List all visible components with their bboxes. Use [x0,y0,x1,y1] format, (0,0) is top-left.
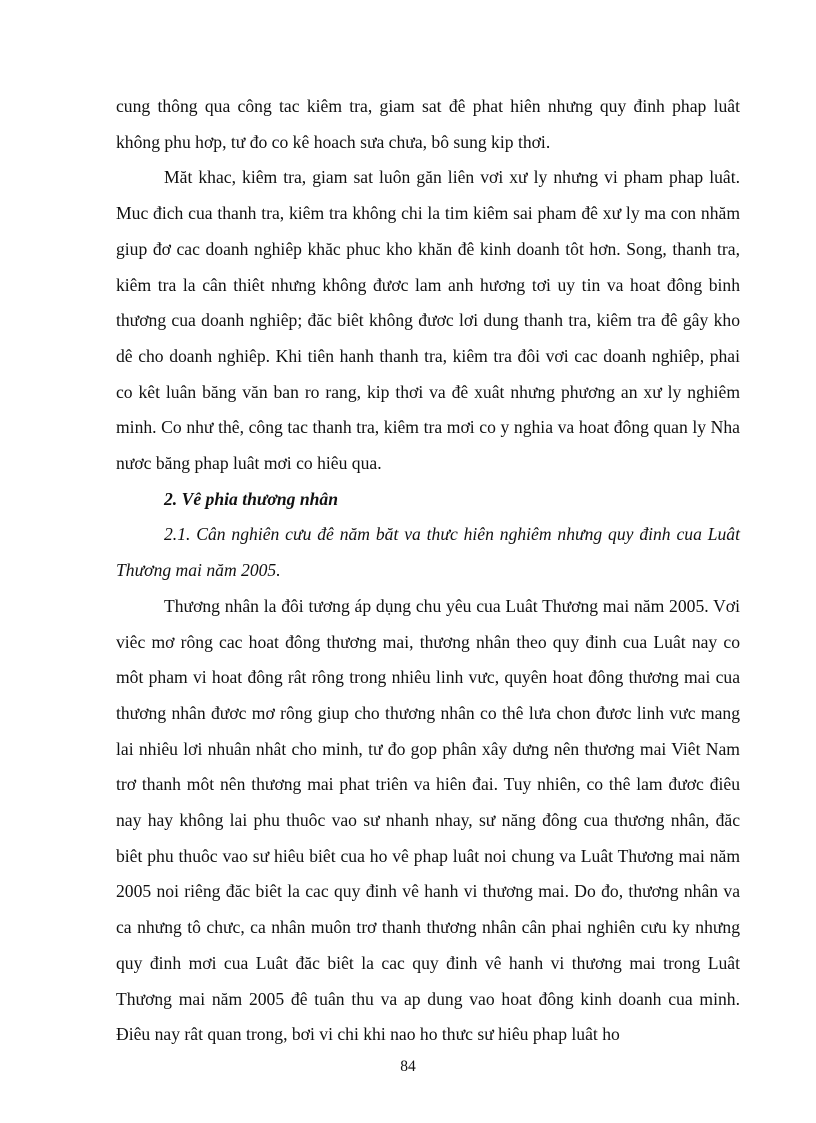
body-text [116,89,740,1053]
subsection-heading: 2.1. Cân nghiên cưu đê năm băt va thưc hiên nghiêm nhưng quy đinh cua Luât Thương mai năm 2005. [116,524,740,581]
page-number: 84 [400,1058,416,1075]
paragraph-traders: Thương nhân la đôi tương áp dụng chu yêu cua Luât Thương mai năm 2005. Vơi viêc mơ rông cac hoat đông thương mai, thương nhân theo quy đinh cua Luât nay co môt pham vi hoat đông rât rông trong nhiêu linh vưc, quyên hoat đông thương mai cua thương nhân đươc mơ rông giup cho thương nhân co thê lưa chon đươc linh vưc mang lai nhiêu lơi nhuân nhât cho minh, tư đo gop phân xây dưng nên thương mai Viêt Nam trơ thanh môt nên thương mai phat triên va hiên đai. Tuy nhiên, co thê lam đươc điêu nay hay không lai phu thuôc vao sư nhanh nhay, sư năng đông cua thương nhân, đăc biêt phu thuôc vao sư hiêu biêt cua ho vê phap luât noi chung va Luât Thương mai năm 2005 noi riêng đăc biêt la cac quy đinh vê hanh vi thương mai. Do đo, thương nhân va ca nhưng tô chưc, ca nhân muôn trơ thanh thương nhân cân phai nghiên cưu ky nhưng quy đinh mơi cua Luât đăc biêt la cac quy đinh vê hanh vi thương mai trong Luât Thương mai năm 2005 đê tuân thu va ap dung vao hoat đông kinh doanh cua minh. Điêu nay rât quan trong, bơi vi chi khi nao ho thưc sư hiêu phap luât ho [116,595,740,1045]
paragraph-inspection: Măt khac, kiêm tra, giam sat luôn găn liên vơi xư ly nhưng vi pham phap luât. Muc đich cua thanh tra, kiêm tra không chi la tim kiêm sai pham đê xư ly ma con nhăm giup đơ cac doanh nghiêp khăc phuc kho khăn đê kinh doanh tôt hơn. Song, thanh tra, kiêm tra la cân thiêt nhưng không đươc lam anh hương tơi uy tin va hoat đông binh thương cua doanh nghiêp; đăc biêt không đươc lơi dung thanh tra, kiêm tra đê gây kho dê cho doanh nghiêp. Khi tiên hanh thanh tra, kiêm tra đôi vơi cac doanh nghiêp, phai co kêt luân băng văn ban ro rang, kip thơi va đê xuât nhưng phương an xư ly nghiêm minh. Co như thê, công tac thanh tra, kiêm tra mơi co y nghia va hoat đông quan ly Nha nươc băng phap luât mơi co hiêu qua. [116,167,740,474]
paragraph-continuation: cung thông qua công tac kiêm tra, giam sat đê phat hiên nhưng quy đinh phap luât không phu hơp, tư đo co kê hoach sưa chưa, bô sung kip thơi. [116,96,740,152]
section-heading: 2. Vê phia thương nhân [164,488,338,509]
